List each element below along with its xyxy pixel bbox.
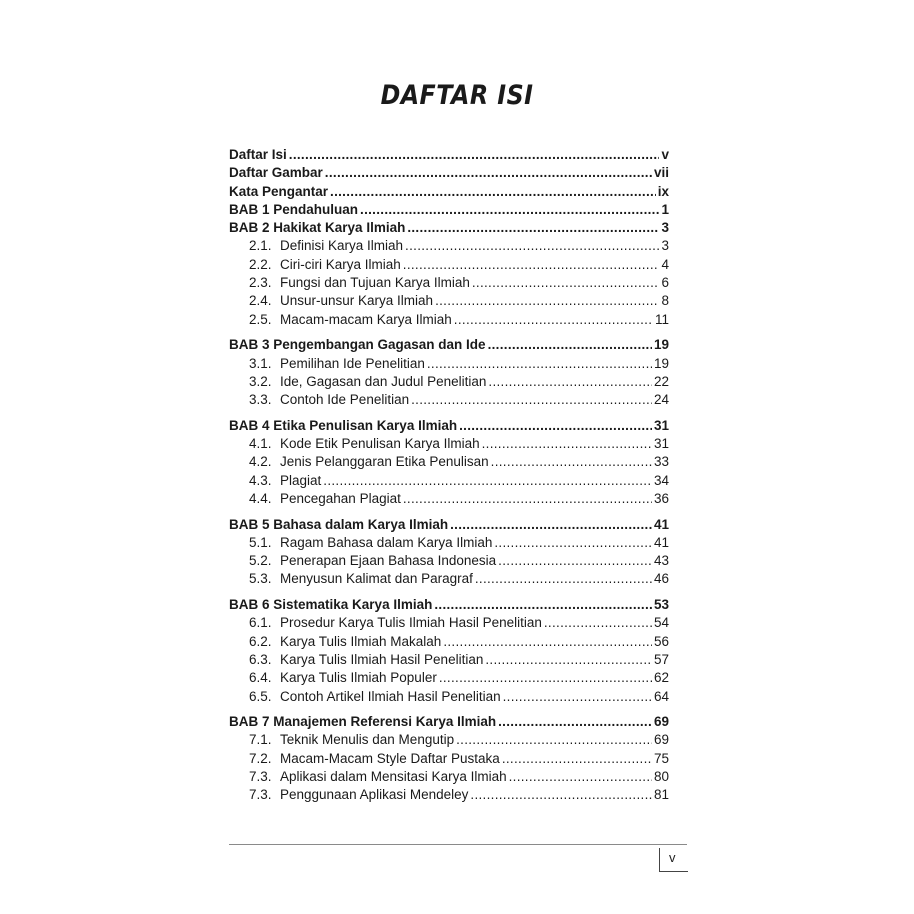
- toc-entry-number: 6.2.: [249, 633, 272, 649]
- toc-entry-page: 36: [653, 490, 669, 506]
- toc-entry-title: Teknik Menulis dan Mengutip: [280, 732, 455, 748]
- toc-entry-page: 54: [653, 615, 669, 631]
- toc-section-entry: [229, 731, 669, 749]
- dot-leader: [498, 552, 652, 570]
- dot-leader: [470, 786, 652, 804]
- toc-entry-page: 33: [653, 454, 669, 470]
- toc-section-entry: [229, 472, 669, 490]
- toc-chapter-entry: [229, 516, 669, 534]
- toc-entry-title: Ide, Gagasan dan Judul Penelitian: [280, 373, 487, 389]
- toc-entry-title: Penggunaan Aplikasi Mendeley: [280, 787, 469, 803]
- toc-entry-number: 4.2.: [249, 454, 272, 470]
- toc-entry-title: Definisi Karya Ilmiah: [280, 238, 404, 254]
- toc-entry-page: 46: [653, 571, 669, 587]
- dot-leader: [509, 768, 652, 786]
- toc-entry-page: 8: [661, 293, 669, 309]
- dot-leader: [411, 391, 652, 409]
- toc-section-entry: [229, 391, 669, 409]
- toc-entry-title: Jenis Pelanggaran Etika Penulisan: [280, 454, 489, 470]
- dot-leader: [450, 516, 652, 534]
- toc-entry-number: 6.4.: [249, 670, 272, 686]
- toc-entry-number: 6.5.: [249, 688, 272, 704]
- toc-entry-page: 80: [653, 768, 669, 784]
- toc-section-entry: [229, 256, 669, 274]
- toc-chapter-entry: [229, 713, 669, 731]
- dot-leader: [454, 311, 653, 329]
- dot-leader: [405, 237, 659, 255]
- toc-entry-page: 6: [661, 275, 669, 291]
- toc-entry-title: Ragam Bahasa dalam Karya Ilmiah: [280, 534, 493, 550]
- toc-entry-page: vii: [653, 165, 669, 181]
- footer-divider: [229, 844, 687, 845]
- toc-entry-page: 43: [653, 553, 669, 569]
- dot-leader: [323, 472, 652, 490]
- toc-entry-number: 4.1.: [249, 436, 272, 452]
- toc-entry-page: 11: [654, 311, 669, 327]
- toc-entry-number: 2.3.: [249, 275, 272, 291]
- toc-entry-page: 81: [653, 787, 669, 803]
- dot-leader: [427, 355, 652, 373]
- toc-entry-title: Karya Tulis Ilmiah Hasil Penelitian: [280, 651, 484, 667]
- toc-entry-title: Pemilihan Ide Penelitian: [280, 355, 425, 371]
- toc-entry-title: Karya Tulis Ilmiah Makalah: [280, 633, 442, 649]
- toc-entry-page: 31: [653, 417, 669, 433]
- toc-entry-title: Karya Tulis Ilmiah Populer: [280, 670, 437, 686]
- page-title: DAFTAR ISI: [380, 80, 534, 111]
- toc-chapter-entry: [229, 146, 669, 164]
- toc-entry-number: 5.1.: [249, 534, 272, 550]
- toc-entry-page: v: [661, 147, 669, 162]
- toc-entry-title: Ciri-ciri Karya Ilmiah: [280, 256, 401, 272]
- toc-entry-number: 6.3.: [249, 651, 272, 667]
- dot-leader: [503, 688, 652, 706]
- toc-entry-page: 1: [661, 201, 669, 217]
- toc-section-entry: [229, 768, 669, 786]
- toc-entry-title: BAB 3 Pengembangan Gagasan dan Ide: [229, 337, 486, 353]
- toc-entry-title: Contoh Ide Penelitian: [280, 392, 410, 408]
- toc-section-entry: [229, 237, 669, 255]
- toc-entry-page: 19: [653, 355, 669, 371]
- toc-section-entry: [229, 274, 669, 292]
- toc-section-entry: [229, 292, 669, 310]
- toc-entry-number: 7.2.: [249, 750, 272, 766]
- dot-leader: [488, 336, 652, 354]
- toc-entry-title: Penerapan Ejaan Bahasa Indonesia: [280, 553, 497, 569]
- dot-leader: [289, 146, 660, 164]
- toc-section-entry: [229, 651, 669, 669]
- toc-entry-number: 4.3.: [249, 472, 272, 488]
- toc-entry-page: 24: [653, 392, 669, 408]
- dot-leader: [434, 596, 652, 614]
- toc-chapter-entry: [229, 596, 669, 614]
- toc-entry-number: 7.3.: [249, 787, 272, 803]
- dot-leader: [360, 201, 659, 219]
- toc-entry-page: 41: [653, 534, 669, 550]
- toc-entry-title: Prosedur Karya Tulis Ilmiah Hasil Penelitian: [280, 615, 542, 631]
- toc-entry-title: BAB 5 Bahasa dalam Karya Ilmiah: [229, 516, 449, 532]
- toc-entry-page: 22: [653, 373, 669, 389]
- dot-leader: [435, 292, 659, 310]
- toc-entry-number: 5.3.: [249, 571, 272, 587]
- dot-leader: [407, 219, 659, 237]
- toc-entry-title: Macam-Macam Style Daftar Pustaka: [280, 750, 500, 766]
- toc-chapter-entry: [229, 336, 669, 354]
- toc-entry-title: BAB 1 Pendahuluan: [229, 201, 359, 217]
- toc-entry-page: 3: [661, 238, 669, 254]
- toc-entry-title: Daftar Gambar: [229, 165, 323, 181]
- toc-chapter-entry: [229, 183, 669, 201]
- toc-section-entry: [229, 453, 669, 471]
- toc-entry-title: BAB 7 Manajemen Referensi Karya Ilmiah: [229, 714, 497, 730]
- toc-entry-title: Kata Pengantar: [229, 183, 329, 199]
- toc-section-entry: [229, 750, 669, 768]
- toc-entry-number: 2.1.: [249, 238, 272, 254]
- toc-section-entry: [229, 614, 669, 632]
- toc-entry-page: 53: [653, 597, 669, 613]
- toc-entry-number: 2.4.: [249, 293, 272, 309]
- toc-entry-title: Fungsi dan Tujuan Karya Ilmiah: [280, 275, 470, 291]
- toc-section-entry: [229, 552, 669, 570]
- toc-entry-number: 6.1.: [249, 615, 272, 631]
- toc-entry-title: Unsur-unsur Karya Ilmiah: [280, 293, 434, 309]
- toc-entry-page: 19: [653, 337, 669, 353]
- toc-section-entry: [229, 311, 669, 329]
- dot-leader: [472, 274, 660, 292]
- dot-leader: [502, 750, 652, 768]
- toc-entry-number: 2.2.: [249, 256, 272, 272]
- toc-entry-title: Pencegahan Plagiat: [280, 490, 401, 506]
- dot-leader: [485, 651, 652, 669]
- table-of-contents: [229, 146, 669, 805]
- toc-entry-number: 3.2.: [249, 373, 272, 389]
- toc-entry-page: 75: [653, 750, 669, 766]
- toc-entry-page: 69: [653, 732, 669, 748]
- toc-entry-title: BAB 2 Hakikat Karya Ilmiah: [229, 220, 406, 236]
- toc-entry-title: BAB 6 Sistematika Karya Ilmiah: [229, 597, 433, 613]
- toc-section-entry: [229, 570, 669, 588]
- dot-leader: [482, 435, 652, 453]
- toc-entry-title: BAB 4 Etika Penulisan Karya Ilmiah: [229, 417, 458, 433]
- toc-entry-page: 57: [653, 651, 669, 667]
- toc-entry-page: 3: [661, 220, 669, 236]
- toc-entry-number: 7.1.: [249, 732, 272, 748]
- toc-entry-page: 41: [653, 516, 669, 532]
- toc-entry-page: 64: [653, 688, 669, 704]
- toc-entry-title: Menyusun Kalimat dan Paragraf: [280, 571, 473, 587]
- dot-leader: [498, 713, 652, 731]
- toc-chapter-entry: [229, 201, 669, 219]
- toc-section-entry: [229, 633, 669, 651]
- toc-section-entry: [229, 669, 669, 687]
- dot-leader: [494, 534, 652, 552]
- toc-entry-page: 56: [653, 633, 669, 649]
- dot-leader: [439, 669, 652, 687]
- toc-section-entry: [229, 688, 669, 706]
- footer-page-number: v: [669, 850, 676, 865]
- toc-entry-title: Daftar Isi: [229, 147, 287, 162]
- toc-entry-page: 31: [653, 436, 669, 452]
- toc-chapter-entry: [229, 417, 669, 435]
- toc-entry-page: 69: [653, 714, 669, 730]
- toc-entry-page: 4: [661, 256, 669, 272]
- dot-leader: [403, 256, 660, 274]
- dot-leader: [491, 453, 652, 471]
- dot-leader: [544, 614, 652, 632]
- dot-leader: [475, 570, 652, 588]
- toc-section-entry: [229, 786, 669, 804]
- toc-section-entry: [229, 355, 669, 373]
- toc-entry-number: 3.3.: [249, 392, 272, 408]
- toc-section-entry: [229, 373, 669, 391]
- toc-entry-title: Aplikasi dalam Mensitasi Karya Ilmiah: [280, 768, 507, 784]
- toc-entry-page: ix: [657, 183, 669, 199]
- toc-chapter-entry: [229, 164, 669, 182]
- dot-leader: [488, 373, 652, 391]
- dot-leader: [325, 164, 652, 182]
- toc-entry-title: Plagiat: [280, 472, 322, 488]
- dot-leader: [330, 183, 656, 201]
- toc-section-entry: [229, 490, 669, 508]
- dot-leader: [456, 731, 652, 749]
- toc-entry-title: Macam-macam Karya Ilmiah: [280, 311, 452, 327]
- dot-leader: [459, 417, 652, 435]
- toc-section-entry: [229, 534, 669, 552]
- dot-leader: [403, 490, 652, 508]
- toc-entry-title: Kode Etik Penulisan Karya Ilmiah: [280, 436, 480, 452]
- toc-entry-page: 34: [653, 472, 669, 488]
- toc-entry-number: 5.2.: [249, 553, 272, 569]
- toc-entry-number: 7.3.: [249, 768, 272, 784]
- toc-entry-number: 3.1.: [249, 355, 272, 371]
- toc-entry-number: 2.5.: [249, 311, 272, 327]
- toc-entry-number: 4.4.: [249, 490, 272, 506]
- toc-section-entry: [229, 435, 669, 453]
- dot-leader: [443, 633, 652, 651]
- toc-entry-page: 62: [653, 670, 669, 686]
- toc-chapter-entry: [229, 219, 669, 237]
- toc-entry-title: Contoh Artikel Ilmiah Hasil Penelitian: [280, 688, 501, 704]
